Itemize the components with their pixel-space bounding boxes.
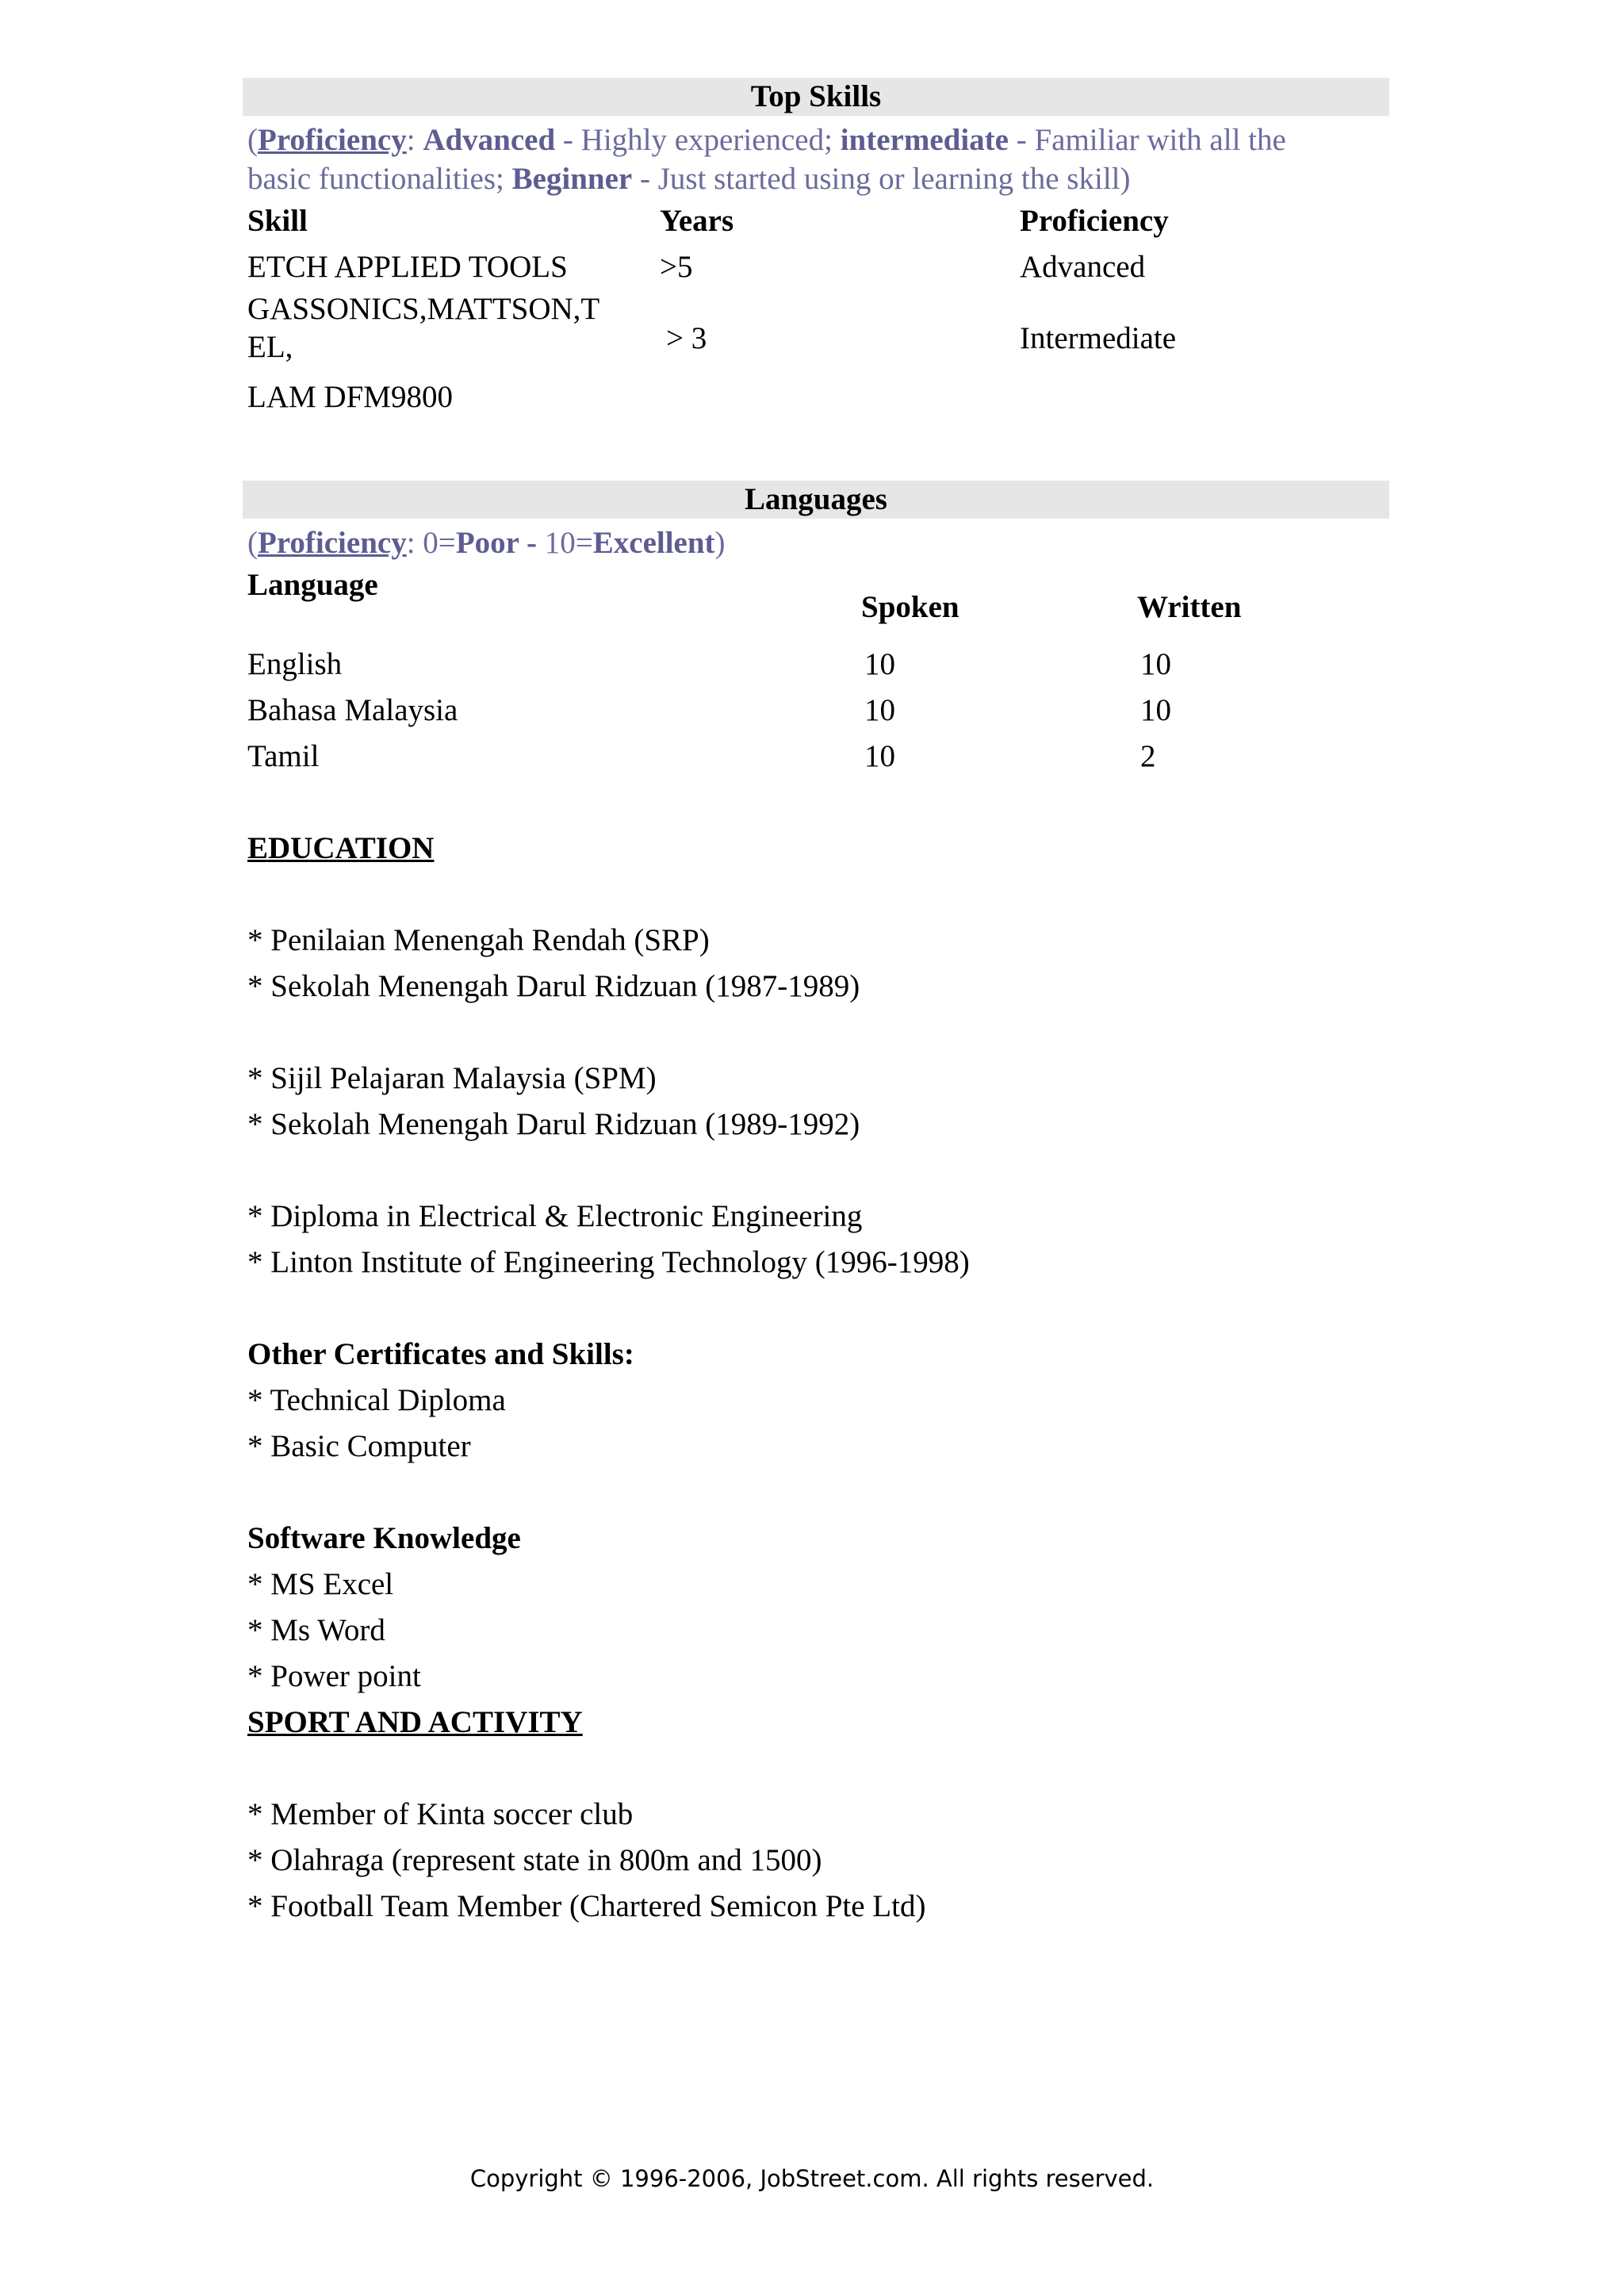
- legend-beginner: Beginner: [511, 162, 633, 196]
- software-heading: Software Knowledge: [247, 1521, 521, 1555]
- skill-proficiency: Advanced: [1020, 250, 1146, 284]
- language-spoken: 10: [864, 693, 895, 727]
- education-item: * Linton Institute of Engineering Technology (1996-1998): [247, 1245, 970, 1279]
- sport-item: * Olahraga (represent state in 800m and 1500): [247, 1843, 822, 1877]
- years-col-header: Years: [660, 204, 734, 238]
- language-row: [243, 688, 1389, 734]
- proficiency-link[interactable]: Proficiency: [258, 123, 407, 157]
- legend-intermediate-desc: - Familiar with all the: [1008, 123, 1286, 157]
- software-item: * MS Excel: [247, 1567, 394, 1601]
- certificate-item: * Basic Computer: [247, 1429, 471, 1463]
- skill-col-header: Skill: [247, 204, 308, 238]
- languages-header: Languages: [243, 481, 1389, 519]
- skills-header-row: [243, 198, 1389, 244]
- language-spoken: 10: [864, 647, 895, 681]
- sport-heading: SPORT AND ACTIVITY: [247, 1705, 583, 1739]
- skill-years: > 3: [666, 321, 707, 355]
- skill-proficiency: Intermediate: [1020, 321, 1177, 355]
- education-item: * Sekolah Menengah Darul Ridzuan (1987-1989): [247, 969, 860, 1003]
- language-name: Tamil: [247, 739, 320, 773]
- language-name: English: [247, 647, 343, 681]
- language-spoken: 10: [864, 739, 895, 773]
- languages-legend: [247, 523, 1389, 562]
- top-skills-legend: [247, 121, 1389, 198]
- legend-colon: : 0=: [406, 526, 456, 560]
- other-certificates-heading: Other Certificates and Skills:: [247, 1337, 634, 1371]
- language-written: 10: [1140, 647, 1171, 681]
- sport-item: * Member of Kinta soccer club: [247, 1797, 634, 1831]
- legend-paren: (: [247, 526, 258, 560]
- language-written: 2: [1140, 739, 1156, 773]
- language-row: [243, 734, 1389, 780]
- legend-excellent: Excellent: [592, 526, 715, 560]
- proficiency-link[interactable]: Proficiency: [258, 526, 407, 560]
- legend-poor: Poor: [455, 526, 519, 560]
- spoken-col-header: Spoken: [861, 590, 959, 624]
- education-heading: EDUCATION: [247, 831, 435, 865]
- education-item: * Penilaian Menengah Rendah (SRP): [247, 923, 710, 957]
- top-skills-header: Top Skills: [243, 78, 1389, 116]
- skill-row: [243, 374, 1389, 420]
- language-row: [243, 642, 1389, 688]
- skill-name: ETCH APPLIED TOOLS: [247, 250, 568, 284]
- skill-name-line1: GASSONICS,MATTSON,T: [247, 292, 600, 326]
- software-item: * Power point: [247, 1659, 421, 1693]
- proficiency-col-header: Proficiency: [1020, 204, 1169, 238]
- skill-name: LAM DFM9800: [247, 380, 453, 414]
- language-name: Bahasa Malaysia: [247, 693, 458, 727]
- skill-row: [243, 290, 1389, 378]
- language-col-header: Language: [247, 568, 378, 602]
- legend-ten: 10=: [544, 526, 593, 560]
- skill-row: [243, 244, 1389, 290]
- software-item: * Ms Word: [247, 1613, 385, 1647]
- education-item: * Sekolah Menengah Darul Ridzuan (1989-1992): [247, 1107, 860, 1141]
- skill-years: >5: [660, 250, 693, 284]
- legend-beginner-desc: - Just started using or learning the skill): [632, 162, 1131, 196]
- legend-dash: -: [519, 526, 545, 560]
- legend-line2: basic functionalities;: [247, 162, 512, 196]
- legend-intermediate: intermediate: [840, 123, 1009, 157]
- legend-advanced-desc: - Highly experienced;: [555, 123, 841, 157]
- copyright-footer: Copyright © 1996-2006, JobStreet.com. All rights reserved.: [469, 2165, 1155, 2192]
- legend-paren: (: [247, 123, 258, 157]
- education-item: * Diploma in Electrical & Electronic Engineering: [247, 1199, 863, 1233]
- written-col-header: Written: [1137, 590, 1242, 624]
- skill-name: [247, 290, 599, 366]
- certificate-item: * Technical Diploma: [247, 1383, 506, 1417]
- legend-colon: :: [406, 123, 423, 157]
- resume-page: [243, 78, 1389, 1930]
- language-written: 10: [1140, 693, 1171, 727]
- sport-item: * Football Team Member (Chartered Semicon Pte Ltd): [247, 1889, 926, 1923]
- legend-close-paren: ): [714, 526, 726, 560]
- education-item: * Sijil Pelajaran Malaysia (SPM): [247, 1061, 657, 1095]
- skill-name-line2: EL,: [247, 330, 293, 364]
- languages-header-row: [243, 562, 1389, 642]
- legend-advanced: Advanced: [423, 123, 556, 157]
